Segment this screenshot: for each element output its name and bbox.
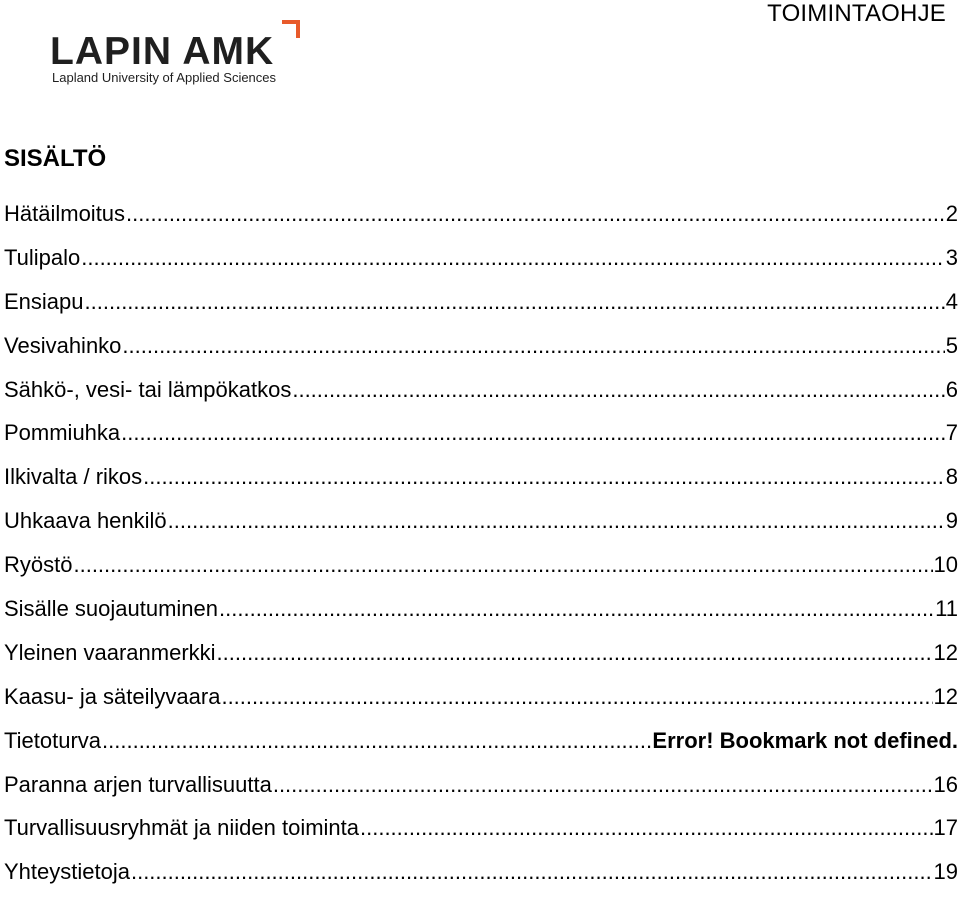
toc-entry[interactable] [4,679,958,723]
toc-entry-label: Sisälle suojautuminen [4,596,219,622]
toc-leader-dots [219,591,934,627]
toc-leader-dots [102,723,651,759]
toc-entry-label: Ensiapu [4,288,84,314]
toc-entry-label: Vesivahinko [4,332,122,358]
toc-entry-label: Ryöstö [4,552,73,578]
toc-entry[interactable] [4,415,958,459]
toc-entry-label: Yhteystietoja [4,859,130,885]
toc-leader-dots [121,415,945,451]
toc-entry-page: 16 [933,771,958,797]
toc-entry-label: Sähkö-, vesi- tai lämpökatkos [4,376,292,402]
logo-wordmark: LAPIN AMK [50,30,275,73]
toc-entry[interactable] [4,459,958,503]
document-type-label: TOIMINTAOHJE [767,0,946,27]
toc-leader-dots [85,284,945,320]
toc-entry[interactable] [4,547,958,591]
logo-corner-mark-icon [282,20,300,38]
logo-subtitle: Lapland University of Applied Sciences [52,70,277,85]
toc-leader-dots [122,328,944,364]
toc-entry-page: 11 [935,596,958,622]
toc-entry-page: 19 [933,859,958,885]
lapin-amk-logo [48,18,308,88]
toc-entry-page-error: Error! Bookmark not defined. [652,727,958,753]
toc-entry[interactable] [4,372,958,416]
toc-entry[interactable] [4,196,958,240]
toc-leader-dots [81,240,945,276]
toc-entry-page: 7 [945,420,958,446]
toc-leader-dots [73,547,932,583]
toc-entry-label: Tietoturva [4,727,102,753]
toc-entry-page: 8 [945,464,958,490]
toc-entry[interactable] [4,723,958,767]
toc-leader-dots [360,810,933,846]
toc-entry-label: Tulipalo [4,244,81,270]
toc-leader-dots [168,503,945,539]
toc-leader-dots [131,854,933,890]
toc-entry-page: 6 [945,376,958,402]
toc-entry-page: 9 [945,508,958,534]
toc-entry[interactable] [4,591,958,635]
toc-leader-dots [217,635,933,671]
table-of-contents [4,196,958,898]
toc-entry[interactable] [4,503,958,547]
toc-entry-page: 3 [945,244,958,270]
toc-entry-label: Uhkaava henkilö [4,508,167,534]
toc-leader-dots [292,372,944,408]
toc-entry-label: Ilkivalta / rikos [4,464,143,490]
toc-entry-page: 2 [945,201,958,226]
toc-entry-page: 17 [933,815,958,841]
toc-entry-page: 12 [933,683,958,709]
toc-entry-page: 10 [933,552,958,578]
toc-entry-label: Pommiuhka [4,420,121,446]
toc-entry[interactable] [4,328,958,372]
toc-title: SISÄLTÖ [4,145,107,172]
toc-leader-dots [273,767,933,803]
toc-entry-label: Yleinen vaaranmerkki [4,639,216,665]
toc-entry[interactable] [4,635,958,679]
toc-entry[interactable] [4,767,958,811]
toc-entry-page: 12 [933,639,958,665]
toc-entry[interactable] [4,284,958,328]
toc-entry[interactable] [4,810,958,854]
toc-entry-page: 4 [945,288,958,314]
toc-leader-dots [126,196,945,232]
toc-entry-page: 5 [945,332,958,358]
toc-entry-label: Turvallisuusryhmät ja niiden toiminta [4,815,359,841]
toc-entry[interactable] [4,854,958,898]
toc-entry-label: Paranna arjen turvallisuutta [4,771,272,797]
toc-entry-label: Kaasu- ja säteilyvaara [4,683,221,709]
toc-entry-label: Hätäilmoitus [4,201,126,226]
toc-leader-dots [221,679,932,715]
toc-entry[interactable] [4,240,958,284]
toc-leader-dots [143,459,945,495]
